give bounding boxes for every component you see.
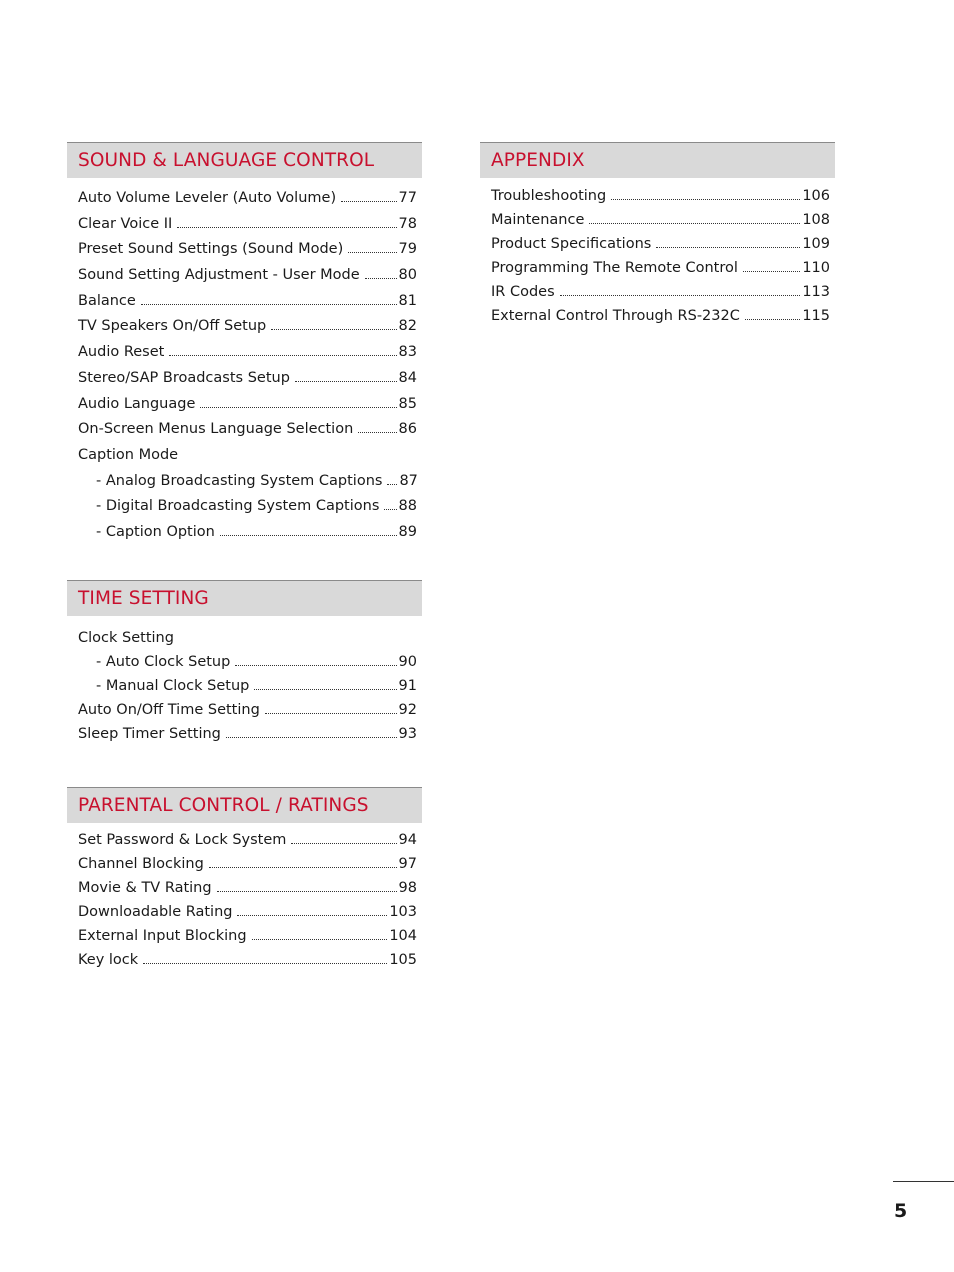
entry-label: Stereo/SAP Broadcasts Setup: [78, 369, 290, 386]
dot-leader: [235, 665, 396, 666]
toc-entry[interactable]: [78, 366, 417, 392]
dot-leader: [341, 201, 396, 202]
toc-list: [67, 186, 422, 546]
entry-label: Clock Setting: [78, 630, 174, 646]
dot-leader: [387, 484, 397, 485]
entry-label: - Analog Broadcasting System Captions: [96, 472, 383, 489]
entry-page: 90: [398, 654, 417, 670]
entry-page: 110: [802, 260, 830, 276]
toc-group-heading[interactable]: [78, 626, 417, 650]
dot-leader: [169, 355, 396, 356]
entry-page: 82: [398, 318, 417, 335]
entry-label: Sleep Timer Setting: [78, 726, 221, 742]
dot-leader: [295, 381, 397, 382]
entry-page: 89: [398, 523, 417, 540]
entry-label: Maintenance: [491, 212, 585, 228]
entry-page: 115: [802, 308, 830, 324]
entry-page: 81: [398, 292, 417, 309]
entry-page: 78: [398, 215, 417, 232]
entry-label: Preset Sound Settings (Sound Mode): [78, 241, 344, 258]
entry-label: Auto On/Off Time Setting: [78, 702, 260, 718]
entry-label: Clear Voice II: [78, 215, 173, 232]
dot-leader: [177, 227, 396, 228]
toc-entry[interactable]: [491, 256, 830, 280]
dot-leader: [291, 843, 396, 844]
entry-page: 92: [398, 702, 417, 718]
entry-label: Sound Setting Adjustment - User Mode: [78, 267, 360, 284]
toc-group-heading[interactable]: [78, 443, 417, 469]
entry-page: 103: [389, 904, 417, 920]
entry-label: Auto Volume Leveler (Auto Volume): [78, 190, 337, 206]
entry-label: - Manual Clock Setup: [96, 678, 250, 694]
dot-leader: [271, 329, 396, 330]
toc-subentry[interactable]: [78, 674, 417, 698]
entry-label: Troubleshooting: [491, 188, 607, 204]
dot-leader: [217, 891, 397, 892]
toc-entry[interactable]: [78, 828, 417, 852]
entry-label: External Control Through RS-232C: [491, 308, 740, 324]
entry-page: 88: [398, 498, 417, 515]
toc-entry[interactable]: [78, 698, 417, 722]
entry-page: 93: [398, 726, 417, 742]
dot-leader: [226, 737, 397, 738]
section-title: APPENDIX: [491, 150, 585, 171]
section-time-setting: [67, 580, 422, 746]
entry-label: - Auto Clock Setup: [96, 654, 231, 670]
entry-page: 84: [398, 369, 417, 386]
toc-subentry[interactable]: [78, 520, 417, 546]
section-header: [67, 142, 422, 178]
dot-leader: [220, 535, 397, 536]
entry-label: Programming The Remote Control: [491, 260, 738, 276]
toc-entry[interactable]: [78, 340, 417, 366]
toc-entry[interactable]: [491, 232, 830, 256]
entry-label: On-Screen Menus Language Selection: [78, 421, 354, 438]
toc-entry[interactable]: [491, 280, 830, 304]
entry-label: Balance: [78, 292, 136, 309]
entry-label: Key lock: [78, 952, 139, 968]
toc-entry[interactable]: [78, 392, 417, 418]
toc-entry[interactable]: [78, 924, 417, 948]
toc-entry[interactable]: [78, 289, 417, 315]
toc-subentry[interactable]: [78, 494, 417, 520]
section-appendix: [480, 142, 835, 328]
entry-page: 108: [802, 212, 830, 228]
toc-entry[interactable]: [491, 208, 830, 232]
entry-page: 86: [398, 421, 417, 438]
toc-entry[interactable]: [78, 417, 417, 443]
page-number: 5: [894, 1200, 908, 1222]
section-parental-control: [67, 787, 422, 972]
entry-label: - Caption Option: [96, 523, 215, 540]
toc-entry[interactable]: [78, 722, 417, 746]
entry-page: 83: [398, 344, 417, 361]
toc-entry[interactable]: [78, 948, 417, 972]
section-sound-language-control: [67, 142, 422, 546]
entry-label: Audio Language: [78, 395, 196, 412]
toc-entry[interactable]: [78, 186, 417, 212]
toc-entry[interactable]: [491, 304, 830, 328]
entry-label: IR Codes: [491, 284, 555, 300]
entry-label: External Input Blocking: [78, 928, 247, 944]
entry-label: - Digital Broadcasting System Captions: [96, 498, 380, 515]
section-title: PARENTAL CONTROL / RATINGS: [78, 795, 369, 816]
section-header: [480, 142, 835, 178]
section-header: [67, 580, 422, 616]
entry-page: 113: [802, 284, 830, 300]
dot-leader: [348, 252, 396, 253]
dot-leader: [143, 963, 387, 964]
dot-leader: [141, 304, 397, 305]
section-header: [67, 787, 422, 823]
entry-page: 77: [398, 190, 417, 206]
toc-entry[interactable]: [78, 263, 417, 289]
toc-list: [67, 626, 422, 746]
dot-leader: [589, 223, 800, 224]
toc-entry[interactable]: [78, 212, 417, 238]
entry-label: Movie & TV Rating: [78, 880, 212, 896]
toc-list: [480, 184, 835, 328]
toc-subentry[interactable]: [78, 650, 417, 674]
entry-label: TV Speakers On/Off Setup: [78, 318, 267, 335]
entry-page: 80: [398, 267, 417, 284]
dot-leader: [265, 713, 397, 714]
toc-subentry[interactable]: [78, 469, 417, 495]
dot-leader: [560, 295, 801, 296]
dot-leader: [252, 939, 388, 940]
toc-entry[interactable]: [78, 852, 417, 876]
entry-page: 91: [398, 678, 417, 694]
dot-leader: [743, 271, 800, 272]
entry-page: 97: [398, 856, 417, 872]
dot-leader: [254, 689, 396, 690]
entry-page: 104: [389, 928, 417, 944]
page-number-rule: [893, 1181, 954, 1182]
entry-label: Channel Blocking: [78, 856, 204, 872]
entry-page: 98: [398, 880, 417, 896]
entry-page: 109: [802, 236, 830, 252]
entry-page: 87: [399, 472, 418, 489]
dot-leader: [358, 432, 396, 433]
toc-entry[interactable]: [78, 314, 417, 340]
toc-list: [67, 828, 422, 972]
dot-leader: [656, 247, 800, 248]
entry-page: 79: [398, 241, 417, 258]
section-title: SOUND & LANGUAGE CONTROL: [78, 150, 375, 171]
dot-leader: [365, 278, 397, 279]
dot-leader: [237, 915, 387, 916]
toc-entry[interactable]: [78, 237, 417, 263]
dot-leader: [200, 407, 396, 408]
entry-label: Caption Mode: [78, 446, 179, 463]
entry-page: 85: [398, 395, 417, 412]
entry-page: 106: [802, 188, 830, 204]
entry-label: Audio Reset: [78, 344, 165, 361]
section-title: TIME SETTING: [78, 588, 209, 609]
dot-leader: [209, 867, 397, 868]
entry-page: 94: [398, 832, 417, 848]
entry-label: Downloadable Rating: [78, 904, 233, 920]
entry-page: 105: [389, 952, 417, 968]
dot-leader: [611, 199, 800, 200]
dot-leader: [384, 509, 396, 510]
entry-label: Set Password & Lock System: [78, 832, 287, 848]
toc-entry[interactable]: [78, 900, 417, 924]
entry-label: Product Specifications: [491, 236, 652, 252]
dot-leader: [745, 319, 800, 320]
toc-entry[interactable]: [78, 876, 417, 900]
toc-entry[interactable]: [491, 184, 830, 208]
